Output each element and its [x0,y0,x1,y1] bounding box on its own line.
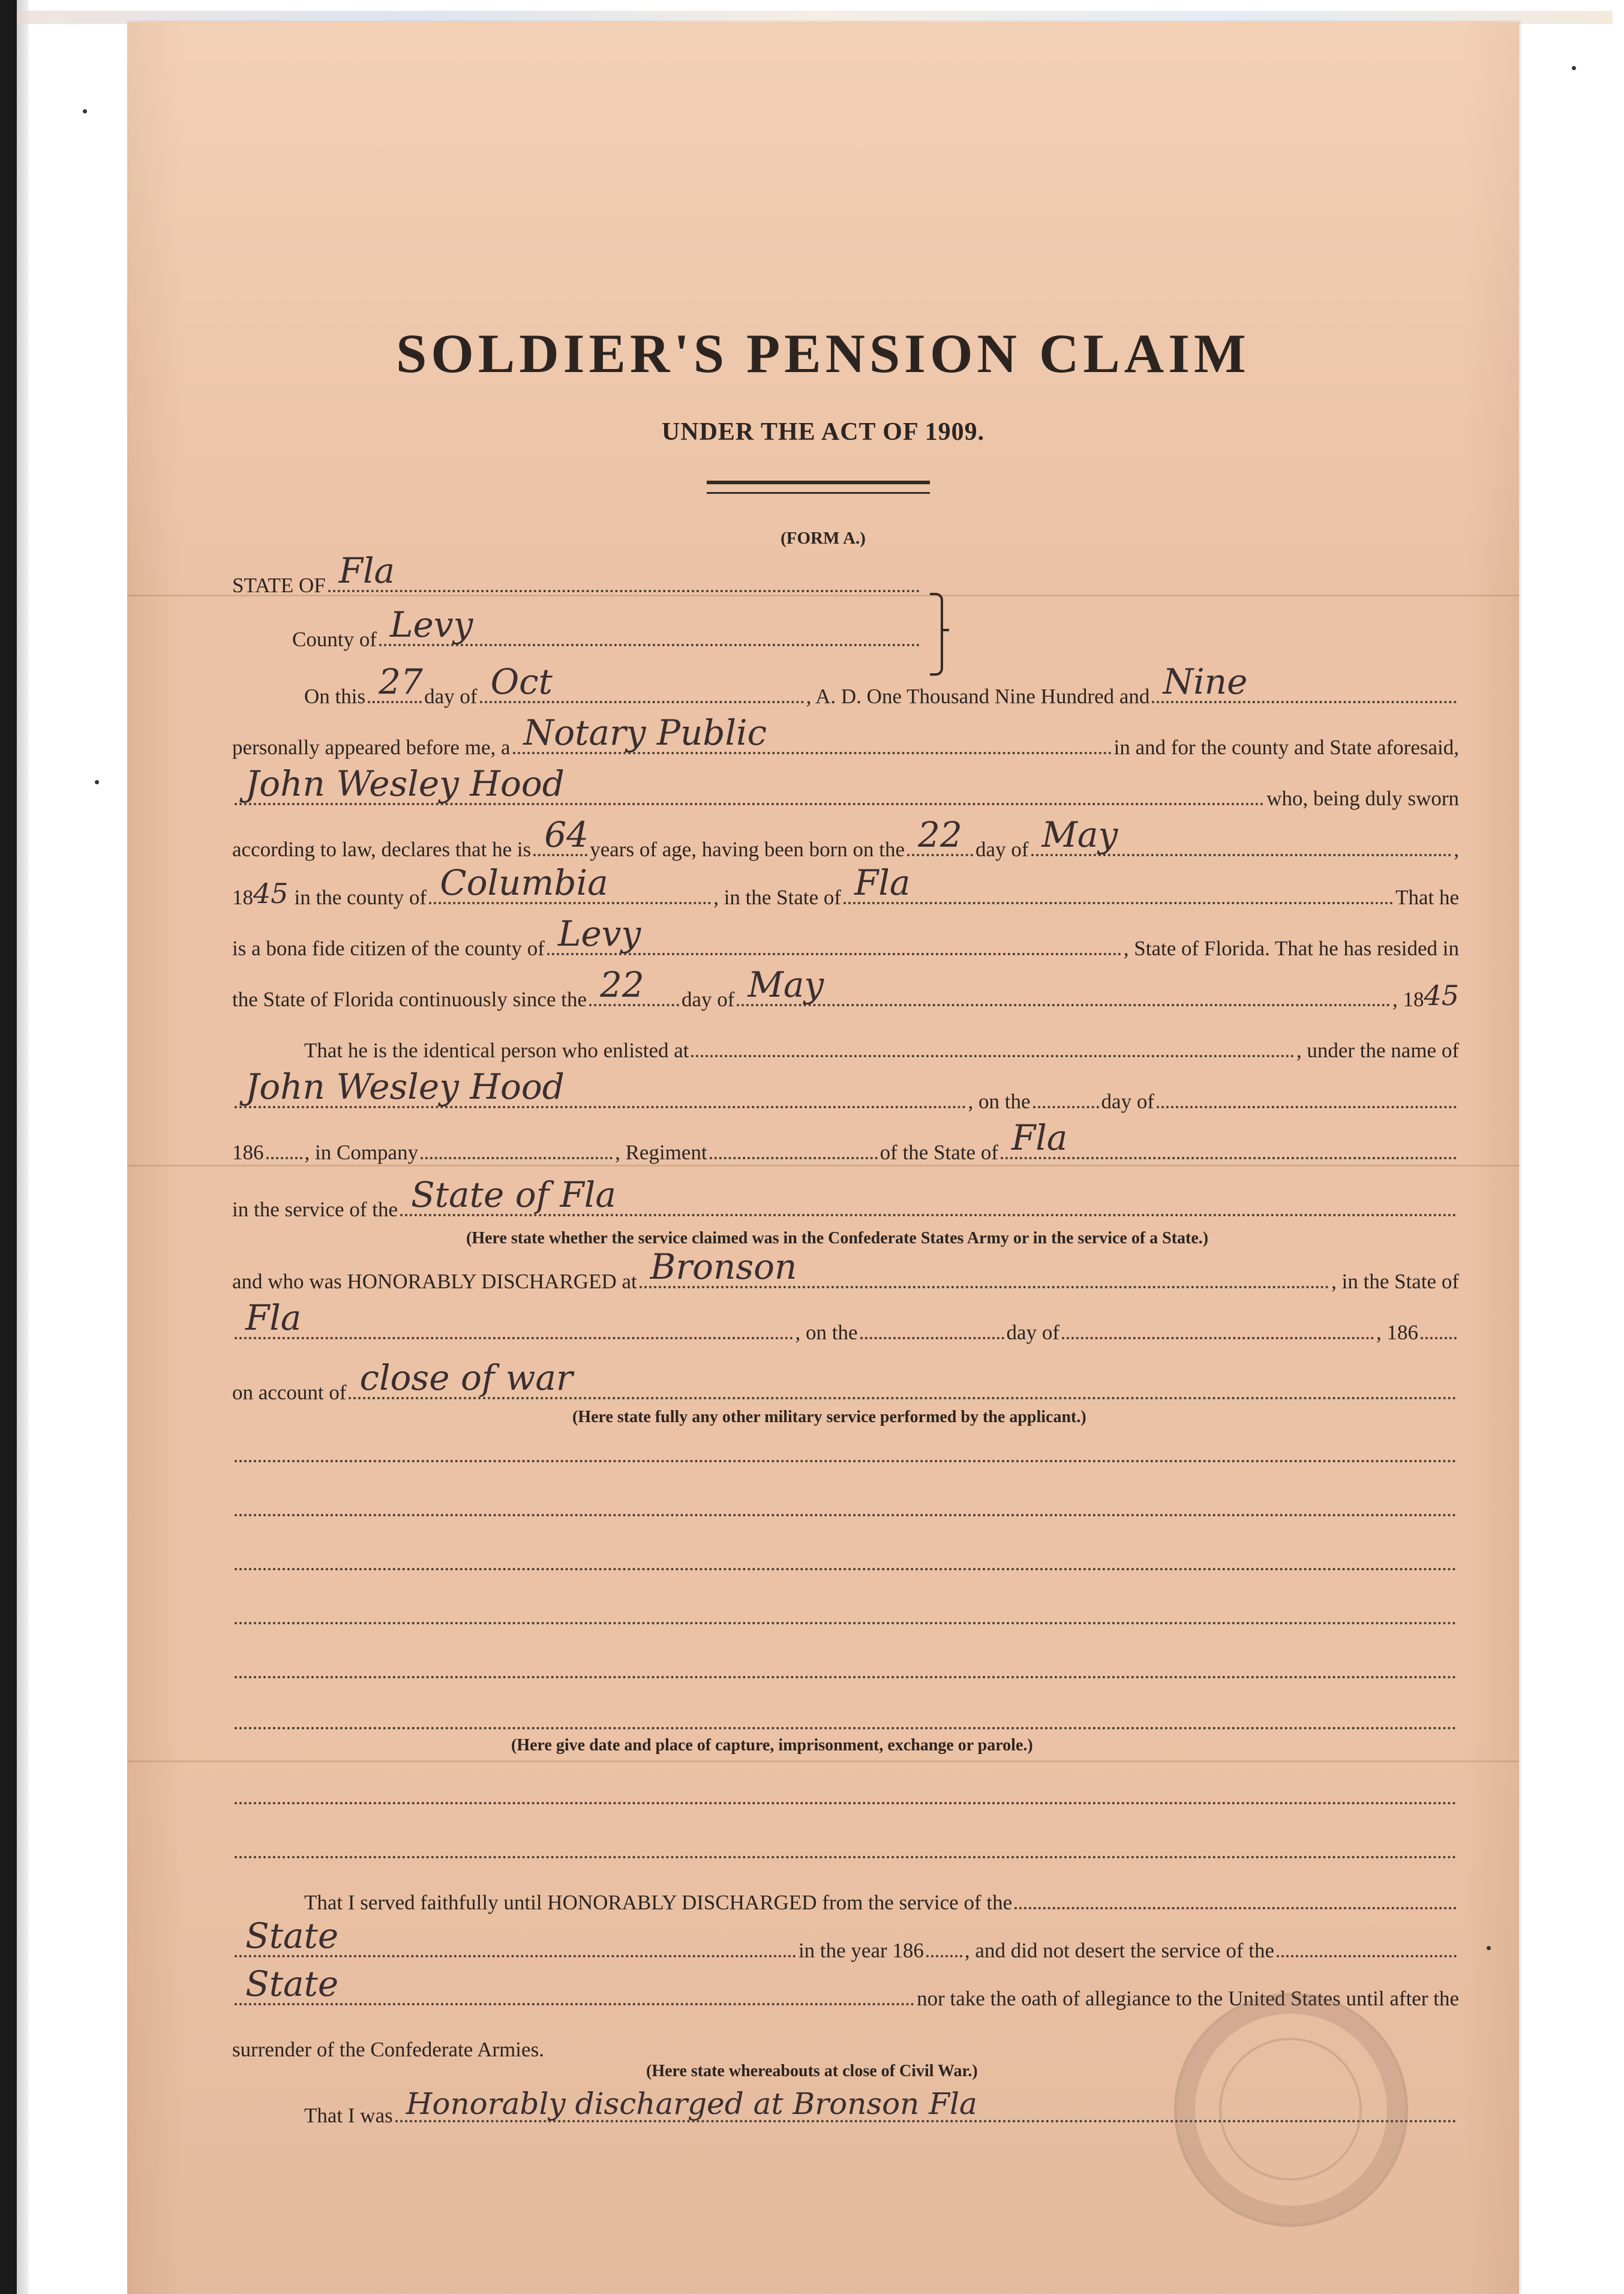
enlisted-at-field[interactable] [691,1055,1293,1057]
venue-brace [930,593,943,676]
county-line: County of Levy [232,616,922,652]
claimant-line: John Wesley Hood who, being duly sworn [232,775,1459,811]
pension-form-page [127,22,1519,2294]
day-field[interactable]: 27 [368,701,422,703]
served-service-field[interactable] [1014,1907,1457,1909]
blank-line [232,1774,1459,1810]
age-line: according to law, declares that he is 64 years of age, having been born on the 22 day of May , [232,814,1459,861]
enlist-year-field[interactable] [266,1157,302,1159]
blank-line [232,1828,1459,1864]
served-year-field[interactable] [926,1955,962,1957]
discharge-day-field[interactable] [860,1337,1004,1339]
title-rule-thin [707,492,930,494]
company-field[interactable] [421,1157,613,1159]
claimant-name-field[interactable]: John Wesley Hood [235,803,1264,805]
birth-county-field[interactable]: Columbia [429,902,711,904]
blank-line [232,1486,1459,1522]
capture-note: (Here give date and place of capture, imprisonment, exchange or parole.) [511,1736,1033,1755]
military-field[interactable] [235,1622,1457,1624]
military-field[interactable] [235,1514,1457,1516]
account-line: on account of close of war [232,1369,1459,1405]
embossed-seal-inner [1219,2038,1362,2181]
fold-line [127,1165,1519,1167]
since-year-field[interactable]: 45 [1424,979,1459,1012]
birth-state-field[interactable]: Fla [843,902,1393,904]
dust-speck [1572,66,1576,70]
enlist-month-field[interactable] [1157,1106,1457,1108]
scanner-edge [0,0,17,2294]
dust-speck [83,109,87,113]
discharged-at-field[interactable]: Bronson [640,1286,1329,1288]
service-field[interactable]: State of Fla [400,1214,1457,1216]
age-field[interactable]: 64 [533,854,587,856]
form-subtitle: UNDER THE ACT OF 1909. [661,418,985,446]
military-field[interactable] [235,1676,1457,1678]
citizen-county-field[interactable]: Levy [547,953,1121,955]
birthplace-line: 18 45 in the county of Columbia , in the State of Fla That he [232,862,1459,910]
enlist-day-field[interactable] [1033,1106,1099,1108]
company-line: 186 , in Company , Regiment of the State of Fla [232,1129,1459,1165]
military-field[interactable] [235,1568,1457,1570]
venue-brace-tip [941,629,949,631]
military-note: (Here state fully any other military service performed by the applicant.) [572,1408,1086,1426]
state-field[interactable]: Fla [328,590,920,592]
served-line: That I served faithfully until HONORABLY DISCHARGED from the service of the [232,1879,1459,1915]
dust-speck [95,780,99,784]
discharged-line: and who was HONORABLY DISCHARGED at Bronson , in the State of [232,1246,1459,1293]
scanner-strip [17,0,29,2294]
regiment-field[interactable] [710,1157,878,1159]
county-field[interactable]: Levy [379,644,920,646]
date-line: On this 27 day of Oct , A. D. One Thousand Nine Hundred and Nine [232,673,1459,709]
whereabouts-note: (Here state whereabouts at close of Civil War.) [646,2062,978,2080]
blank-line [232,1432,1459,1468]
blank-line [232,1699,1459,1735]
desert-service-field[interactable] [1277,1955,1457,1957]
service-line: in the service of the State of Fla [232,1186,1459,1222]
enlist-name-line: John Wesley Hood , on the day of [232,1078,1459,1114]
state-line: STATE OF Fla [232,562,922,598]
since-day-field[interactable]: 22 [589,1004,679,1006]
desert-state-field[interactable]: State [235,2003,914,2005]
dust-speck [1487,1946,1491,1950]
form-title: SOLDIER'S PENSION CLAIM [396,323,1250,384]
service-note: (Here state whether the service claimed was in the Confederate States Army or in the service of a State.) [466,1229,1209,1248]
military-field[interactable] [235,1460,1457,1462]
discharge-date-line: Fla , on the day of , 186 [232,1309,1459,1345]
capture-field[interactable] [235,1856,1457,1858]
whereabouts-field[interactable]: Honorably discharged at Bronson Fla [395,2120,1457,2122]
year-word-field[interactable]: Nine [1152,701,1457,703]
discharged-state-field[interactable]: Fla [235,1337,793,1339]
appeared-line: personally appeared before me, a Notary Public in and for the county and State aforesaid, [232,712,1459,759]
embossed-seal [1174,1993,1408,2227]
enlisted-line: That he is the identical person who enlisted at , under the name of [304,1039,1459,1062]
title-rule [707,481,930,484]
oath-line: State nor take the oath of allegiance to the United States until after the [232,1975,1459,2011]
served-year-line: State in the year 186 , and did not desert the service of the [232,1927,1459,1963]
blank-line [232,1594,1459,1630]
served-state-field[interactable]: State [235,1955,796,1957]
month-field[interactable]: Oct [480,701,804,703]
birth-day-field[interactable]: 22 [907,854,973,856]
form-label: (FORM A.) [781,529,866,548]
fold-line [127,1761,1519,1762]
blank-line [232,1648,1459,1684]
blank-line [232,1540,1459,1576]
account-field[interactable]: close of war [349,1397,1457,1399]
whereabouts-line: That I was Honorably discharged at Bronson Fla [232,2092,1459,2128]
enlist-name-field[interactable]: John Wesley Hood [235,1106,966,1108]
citizen-line: is a bona fide citizen of the county of Levy , State of Florida. That he has resided in [232,913,1459,960]
discharge-month-field[interactable] [1062,1337,1374,1339]
capture-field[interactable] [235,1727,1457,1729]
since-month-field[interactable]: May [737,1004,1389,1006]
surrender-line: surrender of the Confederate Armies. [232,2038,544,2061]
official-field[interactable]: Notary Public [513,752,1112,754]
birth-year-field[interactable]: 45 [253,877,289,910]
discharge-year-field[interactable] [1421,1337,1457,1339]
birth-month-field[interactable]: May [1031,854,1452,856]
capture-field[interactable] [235,1802,1457,1804]
regiment-state-field[interactable]: Fla [1001,1157,1457,1159]
residence-line: the State of Florida continuously since the 22 day of May , 18 45 [232,964,1459,1012]
